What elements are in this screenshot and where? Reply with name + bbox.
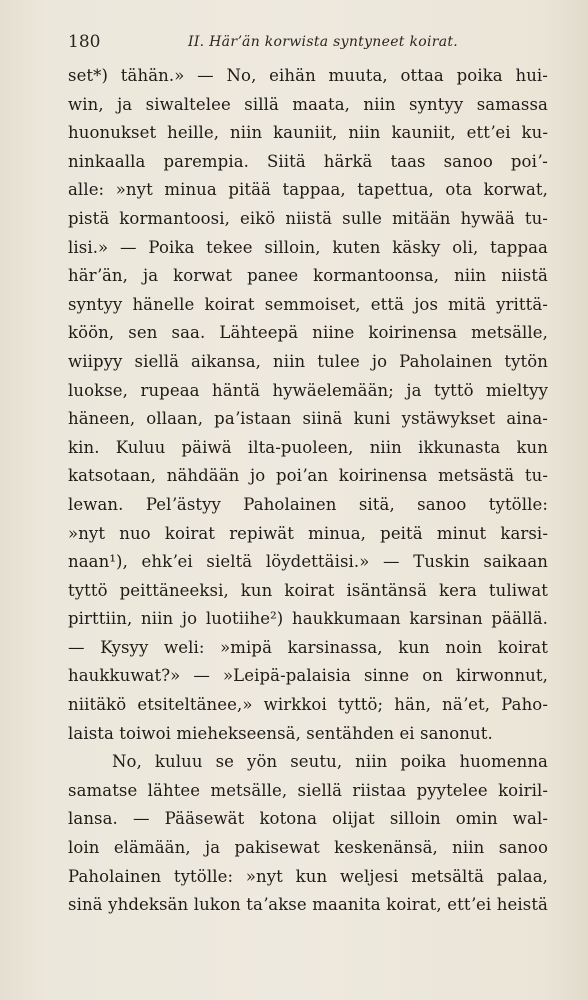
text-line: set*) tähän.» — No, eihän muuta, ottaa poika hui- [68,66,548,85]
text-line: köön, sen saa. Lähteepä niine koirinensa metsälle, [68,323,548,343]
page-number: 180 [68,32,101,52]
text-line: — Kysyy weli: »mipä karsinassa, kun noin koirat [68,637,548,657]
text-line: alle: »nyt minua pitää tappaa, tapettua, ota korwat, [68,180,548,200]
text-line: »nyt nuo koirat repiwät minua, peitä minut karsi- [68,523,548,543]
text-line: loin elämään, ja pakisewat keskenänsä, niin sanoo [68,838,548,858]
text-line: win, ja siwaltelee sillä maata, niin syntyy samassa [68,94,548,114]
text-line: laista toiwoi miehekseensä, sentähden ei sanonut. [68,723,493,743]
text-line: samatse lähtee metsälle, siellä riistaa pyytelee koiril- [68,780,548,800]
text-line: No, kuluu se yön seutu, niin poika huomenna [112,752,548,772]
text-line: kin. Kuluu päiwä ilta-puoleen, niin ikkunasta kun [68,437,548,457]
text-line: niitäkö etsiteltänee,» wirkkoi tyttö; hän, näʼet, Paho- [68,695,548,715]
text-line: katsotaan, nähdään jo poiʼan koirinensa metsästä tu- [68,466,548,486]
text-line: haukkuwat?» — »Leipä-palaisia sinne on kirwonnut, [68,666,548,686]
text-line: lisi.» — Poika tekee silloin, kuten käsky oli, tappaa [68,237,548,257]
text-line: tyttö peittäneeksi, kun koirat isäntänsä kera tuliwat [68,580,548,600]
text-line: naan¹), ehkʼei sieltä löydettäisi.» — Tuskin saikaan [68,552,548,572]
text-line: lewan. Pelʼästyy Paholainen sitä, sanoo tytölle: [68,494,548,514]
text-line: ninkaalla parempia. Siitä härkä taas sanoo poiʼ- [68,151,548,171]
text-line: pirttiin, niin jo luotiihe²) haukkumaan karsinan päällä. [68,609,548,629]
text-line: härʼän, ja korwat panee kormantoonsa, niin niistä [68,266,548,286]
text-line: häneen, ollaan, paʼistaan siinä kuni ystäwykset aina- [68,409,548,429]
running-head: II. Härʼän korwista syntyneet koirat. [188,34,459,50]
text-line: syntyy hänelle koirat semmoiset, että jos mitä yrittä- [68,294,548,314]
text-line: wiipyy siellä aikansa, niin tulee jo Paholainen tytön [68,351,548,371]
text-line: pistä kormantoosi, eikö niistä sulle mitään hywää tu- [68,208,548,228]
body-text [68,62,548,920]
text-line: lansa. — Pääsewät kotona olijat silloin omin wal- [68,809,548,829]
text-line: sinä yhdeksän lukon taʼakse maanita koirat, ettʼei heistä [68,895,548,915]
text-line: huonukset heille, niin kauniit, niin kauniit, ettʼei ku- [68,123,548,143]
page-header [68,30,540,56]
text-line: Paholainen tytölle: »nyt kun weljesi metsältä palaa, [68,866,548,886]
text-line: luokse, rupeaa häntä hywäelemään; ja tyttö mieltyy [68,380,548,400]
